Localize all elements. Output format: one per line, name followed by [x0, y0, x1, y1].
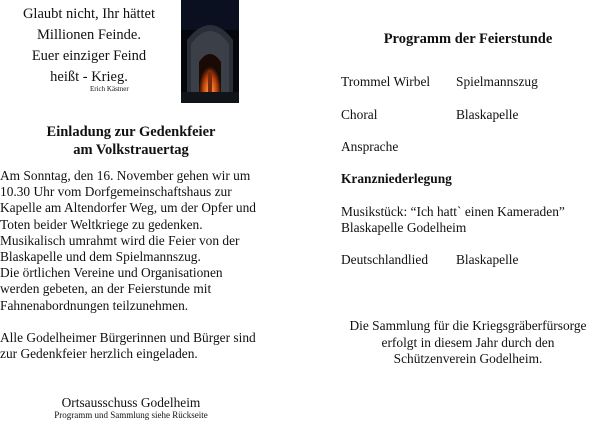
invitation-title — [0, 123, 262, 159]
program-item: Choral — [341, 107, 378, 122]
program-performer: Blaskapelle — [456, 252, 519, 267]
quote-line: Euer einziger Feind — [31, 48, 147, 64]
quote-line: Millionen Feinde. — [37, 27, 141, 43]
program-title: Programm der Feierstunde — [383, 31, 553, 47]
invitation-title-line: am Volkstrauertag — [73, 142, 189, 158]
program-item: Blaskapelle Godelheim — [341, 220, 467, 235]
invitation-title-line: Einladung zur Gedenkfeier — [46, 124, 216, 140]
program-item: Kranzniederlegung — [341, 171, 452, 186]
program-item: Ansprache — [341, 139, 399, 154]
chapel-illustration — [181, 0, 239, 103]
invitation-body — [0, 168, 262, 362]
quote — [0, 4, 178, 88]
chapel-photo — [181, 0, 239, 103]
collection-note-line: Schützenverein Godelheim. — [393, 351, 543, 366]
signature: Ortsausschuss Godelheim — [61, 395, 201, 410]
signature-note: Programm und Sammlung siehe Rückseite — [54, 410, 208, 420]
collection-note — [336, 318, 600, 368]
quote-line: Glaubt nicht, Ihr hättet — [22, 6, 156, 22]
invitation-paragraph: Alle Godelheimer Bürgerinnen und Bürger sind zur Gedenkfeier herzlich eingeladen. — [0, 329, 256, 362]
program-item: Deutschlandlied — [341, 252, 429, 267]
collection-note-line: erfolgt in diesem Jahr durch den — [381, 334, 555, 350]
quote-line: heißt - Krieg. — [50, 69, 128, 85]
quote-author: Erich Kästner — [90, 85, 129, 93]
program-item: Musikstück: “Ich hatt` einen Kameraden” — [341, 204, 565, 219]
invitation-paragraph: Am Sonntag, den 16. November gehen wir um 10.30 Uhr vom Dorfgemeinschaftshaus zur Kapelle am Altendorfer Weg, um der Opfer und Toten beider Weltkriege zu gedenken. Musikalisch umrahmt wird die Feier von der Blaskapelle und dem Spielmannszug. — [0, 168, 256, 265]
program-performer: Blaskapelle — [456, 107, 519, 122]
invitation-paragraph: Die örtlichen Vereine und Organisationen werden gebeten, an der Feierstunde mit Fahnenabordnungen teilzunehmen. — [0, 265, 223, 313]
collection-note-line: Die Sammlung für die Kriegsgräberfürsorge — [349, 318, 587, 333]
program-item: Trommel Wirbel — [341, 74, 431, 89]
program-performer: Spielmannszug — [456, 74, 538, 89]
